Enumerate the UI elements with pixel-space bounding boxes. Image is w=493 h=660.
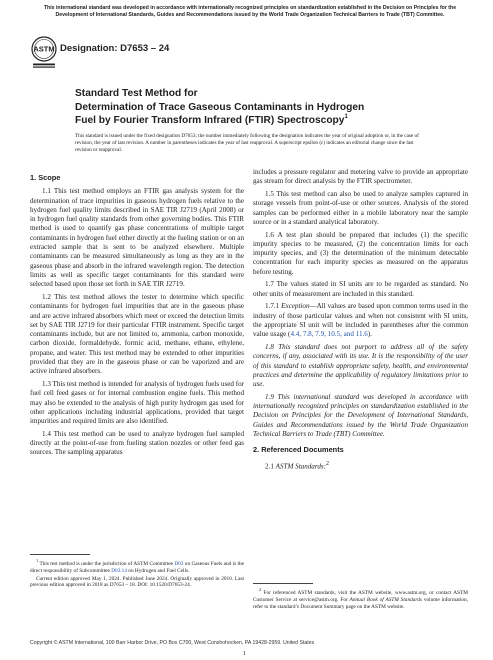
right-column <box>253 168 468 475</box>
title-line-1: Standard Test Method for <box>75 88 198 99</box>
section-references-links[interactable]: 4.4, 7.8, 7.9, 10.5, and 11.6 <box>290 330 368 339</box>
title-line-3: Fuel by Fourier Transform Infrared (FTIR) Spectroscopy$^1$ <box>75 114 348 126</box>
paragraph-1-9: 1.9 This international standard was developed in accordance with internationally recognized principles on standardization established in the Decision on Principles for the Development of International Standards, Guides and Recommendations issued by the World Trade Organization Technical Barriers to Trade (TBT) Committee. <box>253 392 468 439</box>
paragraph-1-2: 1.2 This test method allows the tester to determine which specific contaminants for hydrogen fuel impurities that are in the gaseous phase and are active infrared absorbers which meet or exceed the detection limits set by SAE TIR J2719 for their particular FTIR instrument. Specific target contaminants include, but are not limited to, ammonia, carbon monoxide, carbon dioxide, formaldehyde, formic acid, methane, ethane, ethylene, propane, and water. This test method may be extended to other impurities provided that they are in the gaseous phase or can be vaporized and are active infrared absorbers. <box>30 292 244 376</box>
referenced-documents-heading: 2. Referenced Documents <box>253 445 344 455</box>
footnote-rule-right <box>253 583 313 584</box>
footnotes <box>30 554 244 590</box>
page-number: 1 <box>243 650 247 657</box>
paragraph-1-7-1: 1.7.1 Exception—All values are based upon common terms used in the industry of those particular values and when not consistent with SI units, the appropriate SI unit will be included in parentheses after the common value usage (4.4, 7.8, 7.9, 10.5, and 11.6). <box>253 302 468 339</box>
footnote-1: $^1$ This test method is under the jurisdiction of ASTM Committee D03 on Gaseous Fuels and is the direct responsibility of Subcommittee D03.14 on Hydrogen and Fuel Cells. <box>30 558 244 574</box>
paragraph-2-1: 2.1 ASTM Standards:$^2$ <box>265 460 329 471</box>
standard-issuance-note: This standard is issued under the fixed designation D7653; the number immediately following the designation indicates the year of original adoption or, in the case of revision, the year of last revision. A number in parentheses indicates the year of last reapproval. A superscript epsilon (ε) indicates an editorial change since the last revision or reapproval. <box>75 133 419 153</box>
designation: Designation: D7653 – 24 <box>60 43 170 54</box>
paragraph-1-8: 1.8 This standard does not purport to address all of the safety concerns, if any, associated with its use. It is the responsibility of the user of this standard to establish appropriate safety, health, and environmental practices and determine the applicability of regulatory limitations prior to use. <box>253 343 468 389</box>
paragraph-1-7: 1.7 The values stated in SI units are to be regarded as standard. No other units of measurement are included in this standard. <box>253 280 468 298</box>
astm-international-logo <box>30 36 58 70</box>
title-footnote-mark: 1 <box>344 114 348 120</box>
footnote-1-edition: Current edition approved May 1, 2024. Published June 2024. Originally approved in 2010. Last previous edition approved in 2018 as D7653 – 18. DOI: 10.1520/D7653-24. <box>30 575 244 589</box>
paragraph-1-6: 1.6 A test plan should be prepared that includes (1) the specific impurity species to be measured, (2) the concentration limits for each impurity species, and (3) the determination of the minimum detectable concentration for each impurity species as measured on the apparatus before testing. <box>253 230 468 276</box>
document-title <box>75 87 435 128</box>
svg-text:ASTM: ASTM <box>33 44 55 54</box>
paragraph-1-5: 1.5 This test method can also be used to analyze samples captured in storage vessels from point-of-use or other sources. Analysis of the stored samples can be performed either in a mobile laboratory near the sample source or in a standard analytical laboratory. <box>253 189 468 226</box>
left-column <box>30 173 244 461</box>
paragraph-1-3: 1.3 This test method is intended for analysis of hydrogen fuels used for fuel cell feed gases or for internal combustion engine fuels. This method may also be extended to the analysis of high purity hydrogen gas used for other applications including industrial applications, provided that target impurities and required limits are also identified. <box>30 380 244 426</box>
committee-d03-link[interactable]: D03 <box>174 560 184 567</box>
title-line-2: Determination of Trace Gaseous Contaminants in Hydrogen <box>75 101 365 113</box>
paragraph-1-1: 1.1 This test method employs an FTIR gas analysis system for the determination of trace impurities in gaseous hydrogen fuels relative to the hydrogen fuel quality limits described in SAE TIR J2719 (April 2008) or in hydrogen fuel quality standards from other governing bodies. This FTIR method is used to quantify gas phase concentrations of multiple target contaminants in hydrogen fuel either directly at the fueling station or on an extracted sample that is sent to be analyzed elsewhere. Multiple contaminants can be measured simultaneously as long as they are in the gaseous phase and absorb in the infrared wavelength region. The detection limits as well as specific target contaminants for this standard were selected based upon those set forth in SAE TIR J2719. <box>30 187 244 289</box>
footnote-2-block <box>253 583 468 611</box>
scope-heading: 1. Scope <box>30 173 61 182</box>
footnote-rule <box>30 554 90 555</box>
paragraph-1-4: 1.4 This test method can be used to analyze hydrogen fuel sampled directly at the point-of-use from fueling station nozzles or other feed gas sources. The sampling apparatus <box>30 429 244 457</box>
standards-notice: This international standard was developed in accordance with internationally recognized principles on standardization established in the Decision on Principles for the Development of International Standards, Guides and Recommendations issued by the World Trade Organization Technical Barriers to Trade (TBT) Committee. <box>43 5 457 18</box>
copyright-notice: Copyright © ASTM International, 100 Barr Harbor Drive, PO Box C700, West Conshohocken, PA 19428-2959. United States <box>30 640 315 646</box>
subcommittee-d03-14-link[interactable]: D03.14 <box>111 567 127 574</box>
paragraph-1-4-continued: includes a pressure regulator and metering valve to provide an appropriate gas stream for direct analysis by the FTIR spectrometer. <box>253 168 468 186</box>
footnote-2: $^2$ For referenced ASTM standards, visit the ASTM website, www.astm.org, or contact ASTM Customer Service at service@astm.org. For Annual Book of ASTM Standards volume information, refer to the standard’s Document Summary page on the ASTM website. <box>253 587 469 610</box>
